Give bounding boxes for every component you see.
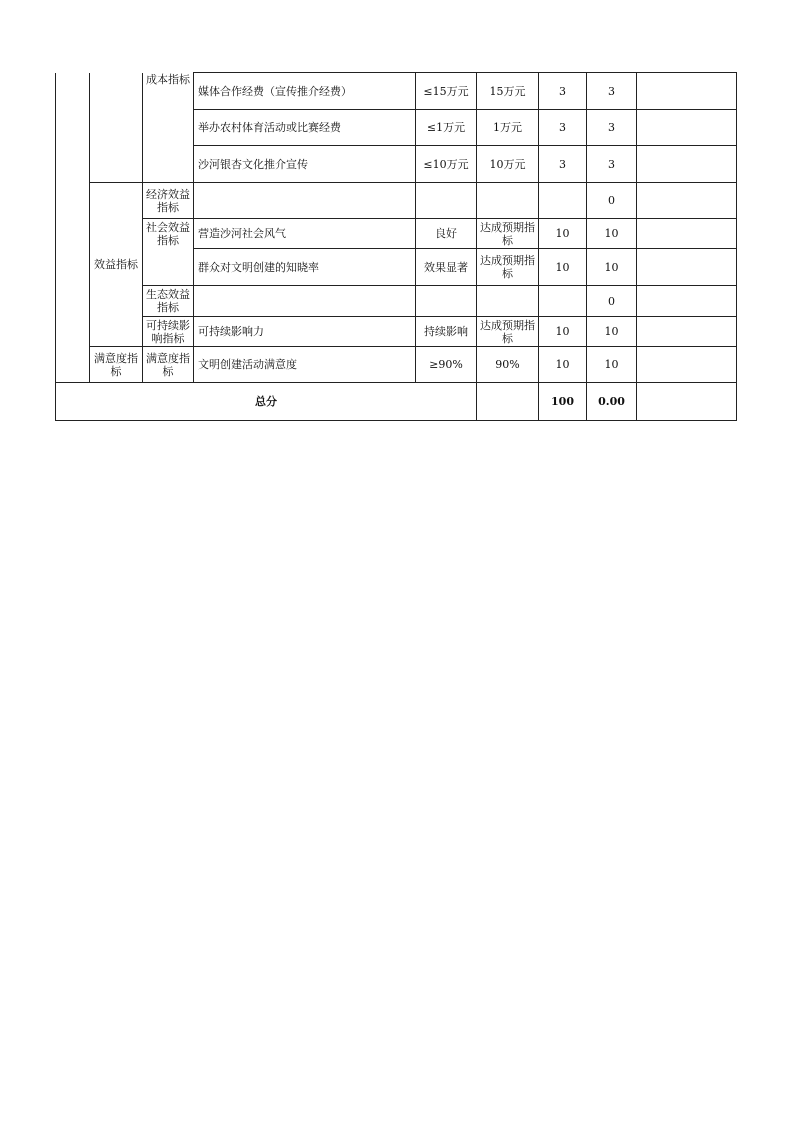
score-value: 3 xyxy=(587,110,637,146)
target-value: 良好 xyxy=(416,219,477,249)
actual-value: 10万元 xyxy=(477,146,539,183)
cost-category-cell: 成本指标 xyxy=(143,73,194,183)
score-value: 10 xyxy=(587,219,637,249)
weight-value: 10 xyxy=(539,219,587,249)
table-row xyxy=(56,347,737,383)
note-cell xyxy=(637,146,737,183)
score-value: 0 xyxy=(587,183,637,219)
note-cell xyxy=(637,183,737,219)
satisfaction-category-cell: 满意度指标 xyxy=(90,347,143,383)
weight-value xyxy=(539,183,587,219)
score-value: 3 xyxy=(587,146,637,183)
target-value: 效果显著 xyxy=(416,249,477,286)
indicator-name: 群众对文明创建的知晓率 xyxy=(194,249,416,286)
score-value: 10 xyxy=(587,249,637,286)
actual-value xyxy=(477,286,539,317)
indicator-name: 营造沙河社会风气 xyxy=(194,219,416,249)
first-level-cell xyxy=(56,73,90,383)
indicator-name: 举办农村体育活动或比赛经费 xyxy=(194,110,416,146)
second-level-cell xyxy=(90,73,143,183)
satisfaction-sub-cell: 满意度指标 xyxy=(143,347,194,383)
sustainable-sub-cell: 可持续影响指标 xyxy=(143,317,194,347)
score-value: 0 xyxy=(587,286,637,317)
table-row xyxy=(56,183,737,219)
indicator-name: 可持续影响力 xyxy=(194,317,416,347)
total-score: 0.00 xyxy=(587,383,637,421)
actual-value: 达成预期指标 xyxy=(477,249,539,286)
note-cell xyxy=(637,249,737,286)
score-value: 10 xyxy=(587,317,637,347)
indicator-name xyxy=(194,183,416,219)
weight-value: 10 xyxy=(539,317,587,347)
target-value xyxy=(416,286,477,317)
note-cell xyxy=(637,286,737,317)
weight-value: 10 xyxy=(539,347,587,383)
ecological-sub-cell: 生态效益指标 xyxy=(143,286,194,317)
score-value: 3 xyxy=(587,73,637,110)
total-label: 总分 xyxy=(56,383,477,421)
note-cell xyxy=(637,347,737,383)
actual-value: 90% xyxy=(477,347,539,383)
target-value: ≤1万元 xyxy=(416,110,477,146)
actual-value: 1万元 xyxy=(477,110,539,146)
performance-table xyxy=(55,72,737,421)
total-row xyxy=(56,383,737,421)
note-cell xyxy=(637,219,737,249)
actual-value: 15万元 xyxy=(477,73,539,110)
weight-value: 10 xyxy=(539,249,587,286)
note-cell xyxy=(637,110,737,146)
score-value: 10 xyxy=(587,347,637,383)
social-sub-cell: 社会效益指标 xyxy=(143,219,194,286)
target-value: 持续影响 xyxy=(416,317,477,347)
weight-value: 3 xyxy=(539,110,587,146)
indicator-name xyxy=(194,286,416,317)
target-value: ≤15万元 xyxy=(416,73,477,110)
indicator-name: 媒体合作经费（宣传推介经费） xyxy=(194,73,416,110)
total-actual xyxy=(477,383,539,421)
economic-sub-cell: 经济效益指标 xyxy=(143,183,194,219)
total-note xyxy=(637,383,737,421)
indicator-name: 文明创建活动满意度 xyxy=(194,347,416,383)
weight-value: 3 xyxy=(539,73,587,110)
actual-value: 达成预期指标 xyxy=(477,219,539,249)
total-weight: 100 xyxy=(539,383,587,421)
table-row xyxy=(56,219,737,249)
target-value xyxy=(416,183,477,219)
indicator-name: 沙河银杏文化推介宣传 xyxy=(194,146,416,183)
benefit-category-cell: 效益指标 xyxy=(90,183,143,347)
actual-value: 达成预期指标 xyxy=(477,317,539,347)
actual-value xyxy=(477,183,539,219)
note-cell xyxy=(637,73,737,110)
table-row xyxy=(56,73,737,110)
table-row xyxy=(56,286,737,317)
note-cell xyxy=(637,317,737,347)
weight-value: 3 xyxy=(539,146,587,183)
target-value: ≤10万元 xyxy=(416,146,477,183)
weight-value xyxy=(539,286,587,317)
target-value: ≥90% xyxy=(416,347,477,383)
table-row xyxy=(56,317,737,347)
